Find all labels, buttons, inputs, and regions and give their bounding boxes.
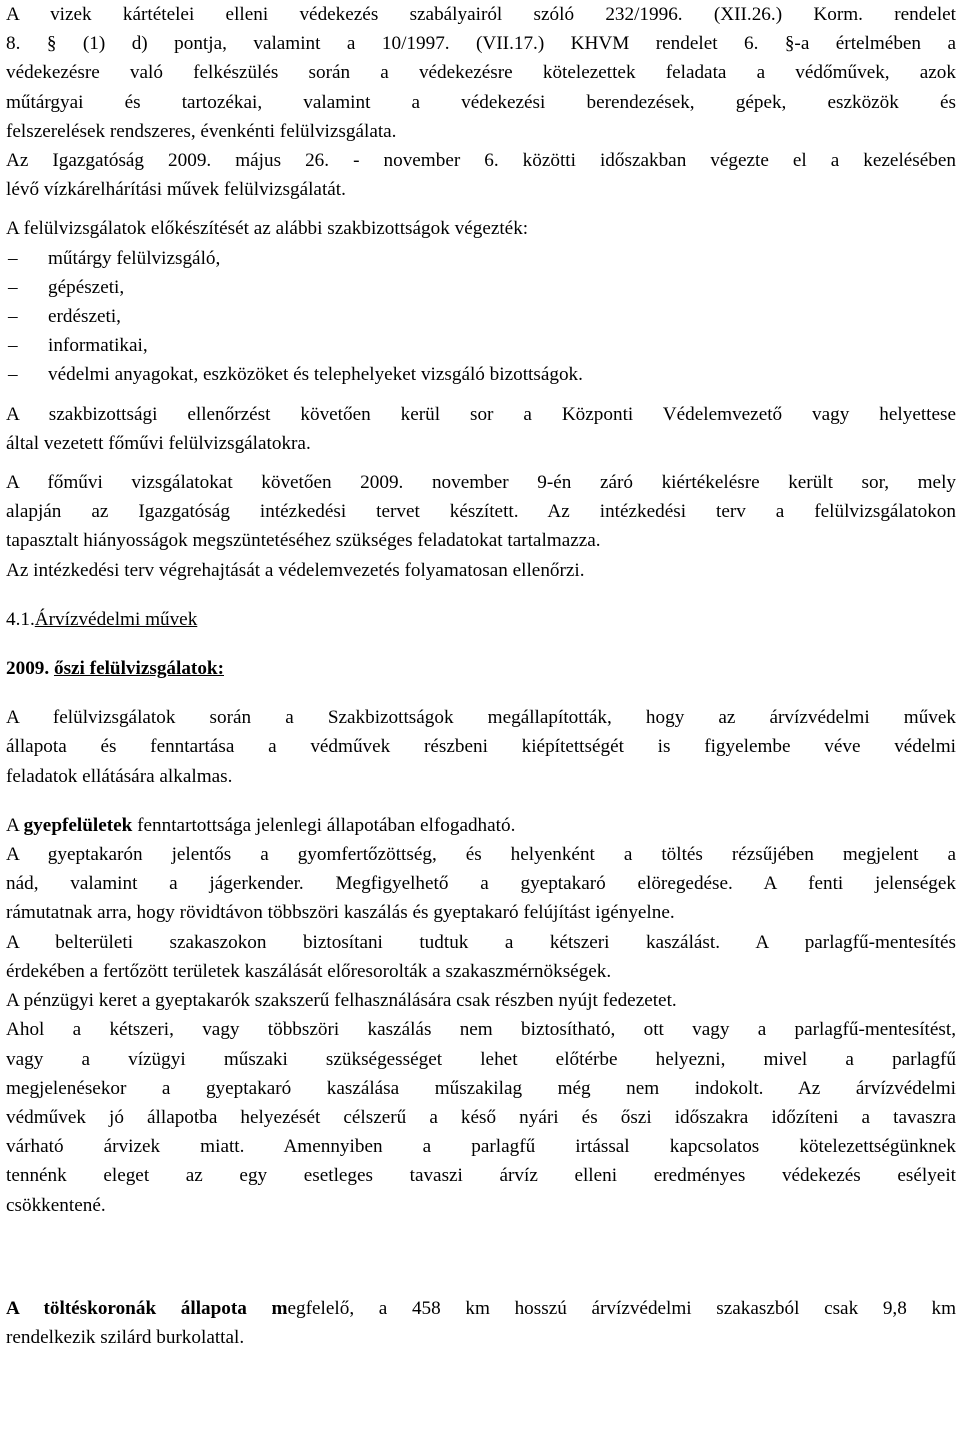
list-item-text: gépészeti, (48, 276, 125, 298)
evaluation-paragraph (6, 468, 956, 585)
intro-line: műtárgyai és tartozékai, valamint a védekezési berendezések, gépek, eszközök és (6, 91, 956, 113)
grass-first-line: A gyepfelületek fenntartottsága jelenlegi állapotában elfogadható. (6, 814, 516, 836)
findings-line: feladatok ellátására alkalmas. (6, 765, 233, 787)
crown-bold-term: A töltéskoronák állapota m (6, 1297, 288, 1319)
grass-line: várható árvizek miatt. Amennyiben a parlagfű irtással kapcsolatos kötelezettségünknek (6, 1136, 956, 1158)
crown-first-line: A töltéskoronák állapota megfelelő, a 458 km hosszú árvízvédelmi szakaszból csak 9,8 km (6, 1297, 957, 1319)
section-number: 4.1. (6, 608, 35, 630)
list-item-text: informatikai, (48, 335, 148, 357)
intro-line: 8. § (1) d) pontja, valamint a 10/1997. (VII.17.) KHVM rendelet 6. §-a értelmében a (6, 33, 956, 55)
spacer (6, 683, 956, 703)
spacer (6, 204, 956, 214)
dash-bullet: – (8, 247, 18, 269)
subheading-year: 2009. (6, 658, 50, 680)
spacer (6, 585, 956, 605)
dash-bullet: – (8, 276, 18, 298)
subheading-title: őszi felülvizsgálatok: (53, 658, 224, 680)
grass-line: csökkentené. (6, 1194, 106, 1216)
grass-line: védművek jó állapotba helyezését célszerű a késő nyári és őszi időszakra időzíteni a tavaszra (6, 1106, 956, 1128)
intro-paragraph (6, 0, 956, 204)
dash-bullet: – (8, 335, 18, 357)
list-item-text: műtárgy felülvizsgáló, (48, 247, 221, 269)
spacer (6, 390, 956, 400)
spacer (6, 791, 956, 811)
intro-line: védekezésre való felkészülés során a védekezésre kötelezettek feladata a védőművek, azok (6, 62, 956, 84)
committees-section (6, 214, 956, 389)
control-paragraph (6, 400, 956, 458)
grass-line: A gyeptakarón jelentős a gyomfertőzöttség, és helyenként a töltés rézsűjében megjelent a (6, 844, 956, 866)
grass-bold-term: gyepfelületek (23, 814, 133, 836)
list-item-text: védelmi anyagokat, eszközöket és telephelyeket vizsgáló bizottságok. (48, 364, 583, 386)
document-page (6, 0, 956, 1352)
list-item (6, 244, 956, 273)
grass-line: A pénzügyi keret a gyeptakarók szakszerű felhasználására csak részben nyújt fedezetet. (6, 990, 677, 1012)
list-item (6, 273, 956, 302)
grass-line: rámutatnak arra, hogy rövidtávon többszöri kaszálás és gyeptakaró felújítást igényelne. (6, 902, 675, 924)
intro-line: A vizek kártételei elleni védekezés szabályairól szóló 232/1996. (XII.26.) Korm. rendelet (6, 4, 956, 25)
evaluation-line: alapján az Igazgatóság intézkedési tervet készített. Az intézkedési terv a felülvizsgálatokon (6, 501, 956, 523)
subheading (6, 654, 956, 683)
list-item (6, 331, 956, 360)
section-title: Árvízvédelmi művek (34, 608, 198, 630)
crown-line: rendelkezik szilárd burkolattal. (6, 1326, 245, 1348)
list-item (6, 302, 956, 331)
intro-line: felszerelések rendszeres, évenkénti felülvizsgálata. (6, 120, 397, 142)
crown-paragraph (6, 1294, 956, 1352)
findings-paragraph (6, 703, 956, 791)
grass-line: nád, valamint a jágerkender. Megfigyelhető a gyeptakaró elöregedése. A fenti jelenségek (6, 873, 956, 895)
grass-paragraph (6, 811, 956, 1220)
spacer (6, 634, 956, 654)
intro-line: lévő vízkárelhárítási művek felülvizsgálatát. (6, 179, 346, 201)
grass-line: érdekében a fertőzött területek kaszálását előresorolták a szakaszmérnökségek. (6, 960, 612, 982)
dash-bullet: – (8, 364, 18, 386)
committees-intro: A felülvizsgálatok előkészítését az alábbi szakbizottságok végezték: (6, 218, 529, 240)
grass-line: Ahol a kétszeri, vagy többszöri kaszálás nem biztosítható, ott vagy a parlagfű-mentesítést, (6, 1019, 956, 1041)
intro-line: Az Igazgatóság 2009. május 26. - november 6. közötti időszakban végezte el a kezelésében (6, 150, 956, 172)
spacer (6, 458, 956, 468)
evaluation-line: Az intézkedési terv végrehajtását a védelemvezetés folyamatosan ellenőrzi. (6, 559, 585, 581)
control-line: által vezetett főművi felülvizsgálatokra. (6, 432, 311, 454)
spacer (6, 1220, 956, 1294)
list-item-text: erdészeti, (48, 306, 121, 328)
dash-bullet: – (8, 306, 18, 328)
evaluation-line: A főművi vizsgálatokat követően 2009. november 9-én záró kiértékelésre került sor, mely (6, 472, 956, 494)
grass-line: tennénk eleget az egy esetleges tavaszi árvíz elleni eredményes védekezés esélyeit (6, 1165, 956, 1187)
findings-line: A felülvizsgálatok során a Szakbizottságok megállapították, hogy az árvízvédelmi művek (6, 707, 956, 729)
evaluation-line: tapasztalt hiányosságok megszüntetéséhez szükséges feladatokat tartalmazza. (6, 530, 601, 552)
grass-line: vagy a vízügyi műszaki szükségességet lehet előtérbe helyezni, mivel a parlagfű (6, 1048, 956, 1070)
control-line: A szakbizottsági ellenőrzést követően kerül sor a Központi Védelemvezető vagy helyettese (6, 403, 956, 425)
grass-line: megjelenésekor a gyeptakaró kaszálása műszakilag még nem indokolt. Az árvízvédelmi (6, 1077, 956, 1099)
grass-line: A belterületi szakaszokon biztosítani tudtuk a kétszeri kaszálást. A parlagfű-mentesítés (6, 931, 956, 953)
committees-list (6, 244, 956, 390)
findings-line: állapota és fenntartása a védművek részbeni kiépítettségét is figyelembe véve védelmi (6, 736, 956, 758)
section-heading (6, 605, 956, 634)
list-item (6, 360, 956, 389)
